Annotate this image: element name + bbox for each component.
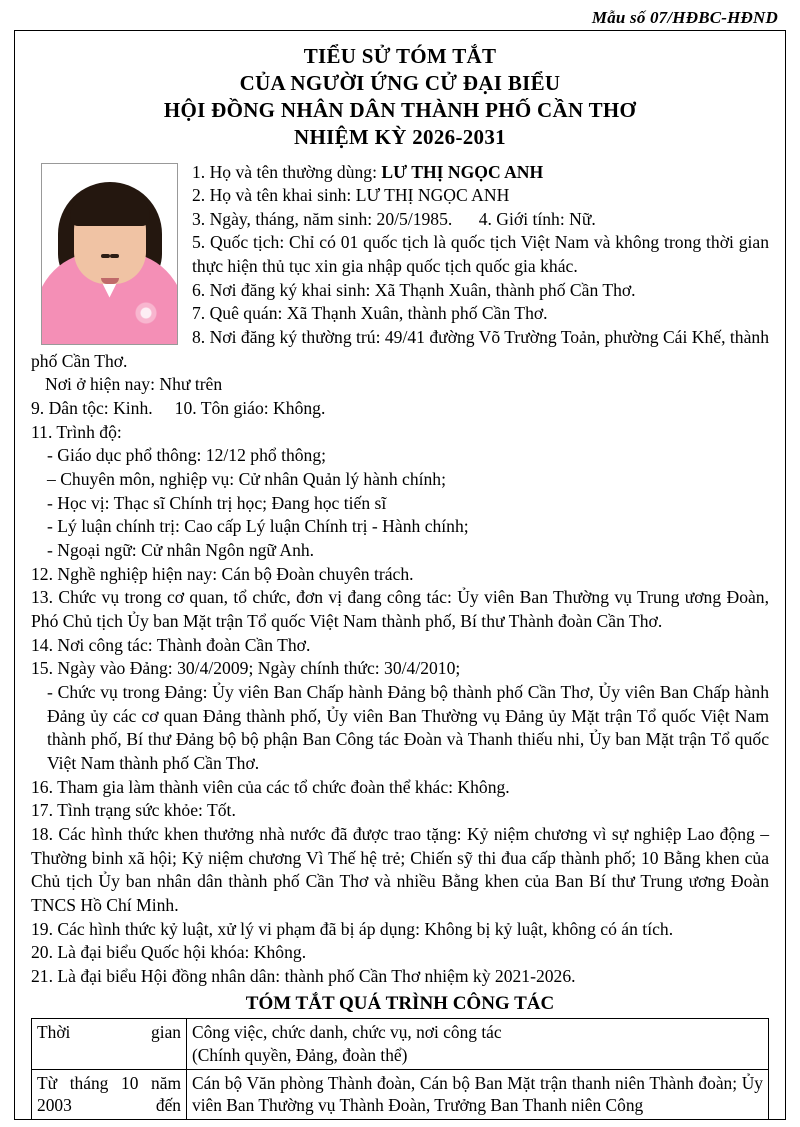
header-time: Thời gian — [32, 1019, 187, 1069]
item-11-b: – Chuyên môn, nghiệp vụ: Cử nhân Quản lý hành chính; — [47, 469, 446, 490]
item-21: 21. Là đại biểu Hội đồng nhân dân: thành phố Cần Thơ nhiệm kỳ 2021-2026. — [31, 965, 576, 986]
item-19: 19. Các hình thức kỷ luật, xử lý vi phạm đã bị áp dụng: Không bị kỷ luật, không có án tích. — [31, 918, 674, 939]
row-work: Cán bộ Văn phòng Thành đoàn, Cán bộ Ban Mặt trận thanh niên Thành đoàn; Ủy viên Ban Thường vụ Thành Đoàn, Trưởng Ban Thanh niên Công — [187, 1069, 769, 1119]
item-5: 5. Quốc tịch: Chỉ có 01 quốc tịch là quốc tịch Việt Nam và không trong thời gian thực hiện thủ tục xin gia nhập quốc tịch quốc gia khác. — [192, 232, 769, 277]
career-section-title: TÓM TẮT QUÁ TRÌNH CÔNG TÁC — [245, 993, 555, 1015]
item-12: 12. Nghề nghiệp hiện nay: Cán bộ Đoàn chuyên trách. — [31, 563, 414, 584]
table-header-row — [32, 1019, 769, 1069]
item-9-and-10 — [31, 397, 769, 421]
document-content — [17, 33, 783, 1117]
title-line-1: TIỂU SỬ TÓM TẮT — [303, 44, 497, 68]
item-11: 11. Trình độ: — [31, 421, 122, 442]
portrait-eye-left — [110, 254, 119, 258]
title-line-2: CỦA NGƯỜI ỨNG CỬ ĐẠI BIỂU — [239, 70, 561, 95]
item-1-label: 1. Họ và tên thường dùng: — [192, 161, 382, 182]
item-1-value: LƯ THỊ NGỌC ANH — [381, 161, 544, 182]
form-code: Mẫu số 07/HĐBC-HĐND — [591, 8, 778, 27]
portrait-eye-right — [101, 254, 110, 258]
item-11-a: - Giáo dục phổ thông: 12/12 phổ thông; — [47, 445, 327, 466]
title-line-4: NHIỆM KỲ 2026-2031 — [294, 124, 506, 149]
header-work-line-2: (Chính quyền, Đảng, đoàn thể) — [192, 1045, 408, 1066]
candidate-photo — [41, 163, 178, 345]
biography-body — [31, 161, 769, 989]
portrait-flower-pattern — [129, 296, 163, 330]
item-10: 10. Tôn giáo: Không. — [174, 398, 326, 419]
row-time: Từ tháng 10 năm 2003 đến — [32, 1069, 187, 1119]
item-9: 9. Dân tộc: Kinh. — [31, 398, 153, 419]
item-15-party-position: - Chức vụ trong Đảng: Ủy viên Ban Chấp hành Đảng bộ thành phố Cần Thơ, Ủy viên Ban Chấp hành Đảng ủy các cơ quan Đảng thành phố, Ủy viên Ban Thường vụ Đảng ủy Mặt trận Tổ quốc Việt Nam thành phố, Bí thư Đảng bộ bộ phận Ban Công tác Đoàn và Thanh thiếu nhi, Ủy ban Mặt trận Tổ quốc Việt Nam thành phố Cần Thơ. — [47, 681, 769, 773]
item-11-c: - Học vị: Thạc sĩ Chính trị học; Đang học tiến sĩ — [47, 492, 387, 513]
item-16: 16. Tham gia làm thành viên của các tổ chức đoàn thể khác: Không. — [31, 776, 510, 797]
header-work — [187, 1019, 769, 1069]
item-13: 13. Chức vụ trong cơ quan, tổ chức, đơn vị đang công tác: Ủy viên Ban Thường vụ Trung ương Đoàn, Phó Chủ tịch Ủy ban Mặt trận Tổ quốc Việt Nam thành phố, Bí thư Thành đoàn Cần Thơ. — [31, 587, 769, 631]
item-8: 8. Nơi đăng ký thường trú: 49/41 đường Võ Trường Toản, phường Cái Khế, thành phố Cần Thơ. — [31, 327, 769, 371]
item-11-d: - Lý luận chính trị: Cao cấp Lý luận Chính trị - Hành chính; — [47, 516, 469, 537]
item-17: 17. Tình trạng sức khỏe: Tốt. — [31, 800, 236, 821]
item-6: 6. Nơi đăng ký khai sinh: Xã Thạnh Xuân, thành phố Cần Thơ. — [192, 279, 636, 300]
item-2: 2. Họ và tên khai sinh: LƯ THỊ NGỌC ANH — [192, 185, 510, 206]
title-line-3: HỘI ĐỒNG NHÂN DÂN THÀNH PHỐ CẦN THƠ — [163, 97, 637, 122]
header-work-line-1: Công việc, chức danh, chức vụ, nơi công tác — [192, 1022, 502, 1043]
photo-and-intro — [31, 161, 769, 374]
item-4: 4. Giới tính: Nữ. — [478, 208, 596, 229]
portrait-mouth — [101, 278, 119, 284]
table-row — [32, 1069, 769, 1119]
item-11-e: - Ngoại ngữ: Cử nhân Ngôn ngữ Anh. — [47, 540, 315, 560]
item-18: 18. Các hình thức khen thưởng nhà nước đã được trao tặng: Kỷ niệm chương vì sự nghiệp Lao động – Thường binh xã hội; Kỷ niệm chương Vì Thế hệ trẻ; Chiến sỹ thi đua cấp thành phố; 10 Bằng khen của Chủ tịch Ủy ban nhân dân thành phố Cần Thơ và nhiều Bằng khen của Ban Bí thư Trung ương Đoàn TNCS Hồ Chí Minh. — [31, 823, 769, 915]
document-title — [31, 43, 769, 151]
item-14: 14. Nơi công tác: Thành đoàn Cần Thơ. — [31, 634, 311, 655]
item-20: 20. Là đại biểu Quốc hội khóa: Không. — [31, 942, 307, 963]
item-8-current-residence: Nơi ở hiện nay: Như trên — [45, 374, 223, 395]
item-7: 7. Quê quán: Xã Thạnh Xuân, thành phố Cần Thơ. — [192, 303, 548, 324]
item-3: 3. Ngày, tháng, năm sinh: 20/5/1985. — [192, 208, 453, 229]
item-15: 15. Ngày vào Đảng: 30/4/2009; Ngày chính thức: 30/4/2010; — [31, 658, 461, 679]
career-table — [31, 1018, 769, 1120]
